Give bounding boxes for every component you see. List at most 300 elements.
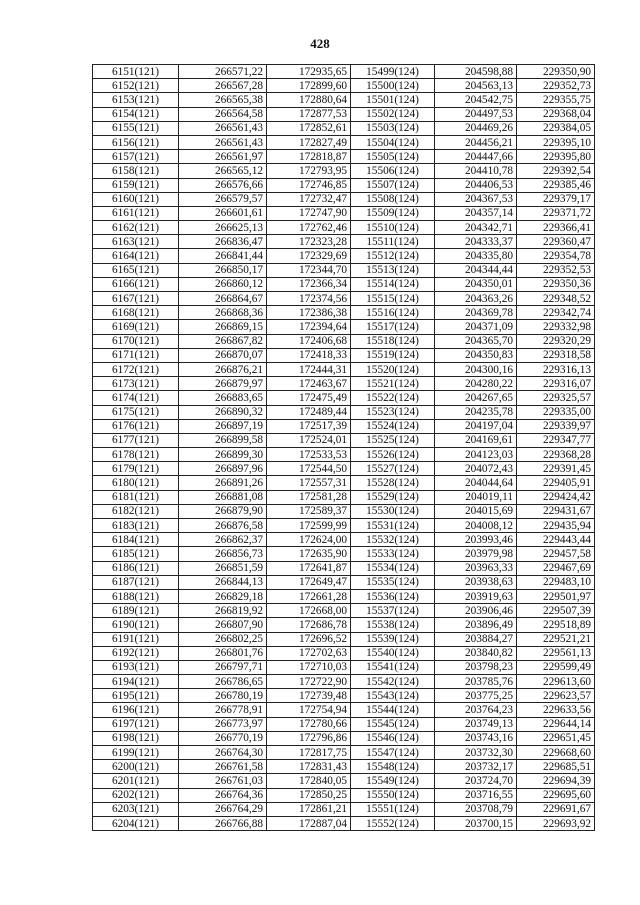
table-row — [93, 263, 595, 277]
cell-point-id-b: 15511(124) — [351, 235, 435, 249]
cell-y-coord-b: 229633,56 — [517, 703, 595, 717]
cell-x-coord-b: 203896,49 — [435, 618, 517, 632]
table-row — [93, 731, 595, 745]
cell-y-coord-a: 172817,75 — [267, 746, 351, 760]
cell-point-id-a: 6189(121) — [93, 604, 179, 618]
cell-y-coord-a: 172418,33 — [267, 348, 351, 362]
cell-x-coord-a: 266773,97 — [179, 717, 267, 731]
cell-x-coord-a: 266579,57 — [179, 192, 267, 206]
cell-y-coord-a: 172406,68 — [267, 334, 351, 348]
cell-point-id-b: 15530(124) — [351, 504, 435, 518]
cell-point-id-b: 15537(124) — [351, 604, 435, 618]
table-row — [93, 604, 595, 618]
cell-y-coord-b: 229561,13 — [517, 646, 595, 660]
table-row — [93, 249, 595, 263]
cell-y-coord-b: 229347,77 — [517, 433, 595, 447]
cell-x-coord-b: 203749,13 — [435, 717, 517, 731]
cell-y-coord-a: 172524,01 — [267, 433, 351, 447]
cell-y-coord-a: 172722,90 — [267, 675, 351, 689]
table-row — [93, 462, 595, 476]
cell-point-id-a: 6158(121) — [93, 164, 179, 178]
cell-y-coord-b: 229507,39 — [517, 604, 595, 618]
cell-y-coord-b: 229332,98 — [517, 320, 595, 334]
table-row — [93, 519, 595, 533]
cell-x-coord-a: 266869,15 — [179, 320, 267, 334]
cell-x-coord-b: 204072,43 — [435, 462, 517, 476]
cell-x-coord-a: 266879,97 — [179, 377, 267, 391]
cell-point-id-b: 15516(124) — [351, 306, 435, 320]
cell-point-id-a: 6169(121) — [93, 320, 179, 334]
cell-x-coord-a: 266868,36 — [179, 306, 267, 320]
cell-point-id-a: 6173(121) — [93, 377, 179, 391]
cell-x-coord-b: 204197,04 — [435, 419, 517, 433]
cell-point-id-b: 15515(124) — [351, 292, 435, 306]
table-row — [93, 348, 595, 362]
cell-point-id-a: 6199(121) — [93, 746, 179, 760]
cell-y-coord-a: 172344,70 — [267, 263, 351, 277]
cell-y-coord-b: 229405,91 — [517, 476, 595, 490]
cell-x-coord-b: 204357,14 — [435, 206, 517, 220]
cell-y-coord-b: 229320,29 — [517, 334, 595, 348]
cell-y-coord-b: 229391,45 — [517, 462, 595, 476]
cell-y-coord-a: 172444,31 — [267, 362, 351, 376]
cell-point-id-b: 15539(124) — [351, 632, 435, 646]
cell-point-id-a: 6182(121) — [93, 504, 179, 518]
table-row — [93, 306, 595, 320]
table-row — [93, 107, 595, 121]
cell-point-id-a: 6166(121) — [93, 277, 179, 291]
cell-x-coord-a: 266770,19 — [179, 731, 267, 745]
table-row — [93, 760, 595, 774]
cell-point-id-b: 15503(124) — [351, 121, 435, 135]
cell-point-id-a: 6172(121) — [93, 362, 179, 376]
cell-y-coord-b: 229431,67 — [517, 504, 595, 518]
coordinates-table — [92, 64, 595, 831]
cell-point-id-a: 6162(121) — [93, 221, 179, 235]
cell-point-id-a: 6185(121) — [93, 547, 179, 561]
cell-x-coord-a: 266876,58 — [179, 519, 267, 533]
cell-point-id-b: 15538(124) — [351, 618, 435, 632]
cell-point-id-b: 15536(124) — [351, 589, 435, 603]
cell-y-coord-b: 229352,53 — [517, 263, 595, 277]
cell-x-coord-b: 204406,53 — [435, 178, 517, 192]
cell-x-coord-b: 204342,71 — [435, 221, 517, 235]
cell-x-coord-b: 203732,17 — [435, 760, 517, 774]
cell-y-coord-a: 172533,53 — [267, 448, 351, 462]
cell-x-coord-b: 203775,25 — [435, 689, 517, 703]
cell-point-id-b: 15523(124) — [351, 405, 435, 419]
cell-y-coord-a: 172394,64 — [267, 320, 351, 334]
cell-x-coord-a: 266876,21 — [179, 362, 267, 376]
table-row — [93, 362, 595, 376]
cell-point-id-a: 6204(121) — [93, 816, 179, 830]
cell-point-id-b: 15505(124) — [351, 150, 435, 164]
cell-point-id-b: 15548(124) — [351, 760, 435, 774]
cell-y-coord-b: 229384,05 — [517, 121, 595, 135]
cell-point-id-b: 15513(124) — [351, 263, 435, 277]
cell-y-coord-a: 172780,66 — [267, 717, 351, 731]
cell-point-id-a: 6157(121) — [93, 150, 179, 164]
cell-y-coord-b: 229379,17 — [517, 192, 595, 206]
cell-x-coord-a: 266899,58 — [179, 433, 267, 447]
cell-y-coord-a: 172861,21 — [267, 802, 351, 816]
cell-x-coord-b: 203906,46 — [435, 604, 517, 618]
cell-y-coord-a: 172463,67 — [267, 377, 351, 391]
table-row — [93, 774, 595, 788]
cell-x-coord-a: 266850,17 — [179, 263, 267, 277]
table-row — [93, 164, 595, 178]
cell-y-coord-a: 172880,64 — [267, 93, 351, 107]
cell-y-coord-b: 229435,94 — [517, 519, 595, 533]
cell-point-id-a: 6198(121) — [93, 731, 179, 745]
cell-point-id-a: 6197(121) — [93, 717, 179, 731]
cell-x-coord-b: 204015,69 — [435, 504, 517, 518]
cell-y-coord-b: 229352,73 — [517, 79, 595, 93]
cell-point-id-b: 15544(124) — [351, 703, 435, 717]
cell-point-id-b: 15520(124) — [351, 362, 435, 376]
cell-y-coord-a: 172696,52 — [267, 632, 351, 646]
cell-x-coord-b: 204456,21 — [435, 135, 517, 149]
cell-point-id-a: 6168(121) — [93, 306, 179, 320]
cell-y-coord-a: 172489,44 — [267, 405, 351, 419]
cell-point-id-b: 15549(124) — [351, 774, 435, 788]
cell-x-coord-b: 203840,82 — [435, 646, 517, 660]
cell-x-coord-a: 266862,37 — [179, 533, 267, 547]
cell-y-coord-a: 172517,39 — [267, 419, 351, 433]
cell-point-id-a: 6187(121) — [93, 575, 179, 589]
table-row — [93, 391, 595, 405]
table-row — [93, 377, 595, 391]
cell-point-id-b: 15552(124) — [351, 816, 435, 830]
cell-y-coord-a: 172818,87 — [267, 150, 351, 164]
cell-point-id-b: 15509(124) — [351, 206, 435, 220]
cell-point-id-a: 6193(121) — [93, 660, 179, 674]
table-row — [93, 221, 595, 235]
table-row — [93, 79, 595, 93]
cell-y-coord-a: 172850,25 — [267, 788, 351, 802]
table-row — [93, 490, 595, 504]
cell-y-coord-a: 172366,34 — [267, 277, 351, 291]
table-row — [93, 235, 595, 249]
cell-x-coord-b: 204044,64 — [435, 476, 517, 490]
cell-y-coord-b: 229693,92 — [517, 816, 595, 830]
cell-x-coord-a: 266601,61 — [179, 206, 267, 220]
cell-y-coord-a: 172581,28 — [267, 490, 351, 504]
cell-y-coord-b: 229424,42 — [517, 490, 595, 504]
table-row — [93, 277, 595, 291]
table-row — [93, 717, 595, 731]
cell-y-coord-a: 172386,38 — [267, 306, 351, 320]
cell-x-coord-b: 203708,79 — [435, 802, 517, 816]
cell-point-id-b: 15499(124) — [351, 65, 435, 79]
cell-point-id-a: 6184(121) — [93, 533, 179, 547]
cell-x-coord-b: 204497,53 — [435, 107, 517, 121]
cell-point-id-b: 15540(124) — [351, 646, 435, 660]
cell-point-id-a: 6188(121) — [93, 589, 179, 603]
page-number: 428 — [310, 36, 330, 51]
cell-y-coord-a: 172899,60 — [267, 79, 351, 93]
cell-y-coord-b: 229316,13 — [517, 362, 595, 376]
cell-x-coord-a: 266801,76 — [179, 646, 267, 660]
cell-point-id-b: 15542(124) — [351, 675, 435, 689]
cell-y-coord-b: 229599,49 — [517, 660, 595, 674]
cell-x-coord-a: 266761,03 — [179, 774, 267, 788]
cell-y-coord-a: 172747,90 — [267, 206, 351, 220]
cell-point-id-a: 6178(121) — [93, 448, 179, 462]
cell-x-coord-b: 204335,80 — [435, 249, 517, 263]
cell-y-coord-a: 172544,50 — [267, 462, 351, 476]
cell-point-id-b: 15545(124) — [351, 717, 435, 731]
cell-y-coord-b: 229691,67 — [517, 802, 595, 816]
cell-x-coord-b: 203743,16 — [435, 731, 517, 745]
cell-x-coord-a: 266867,82 — [179, 334, 267, 348]
cell-y-coord-a: 172732,47 — [267, 192, 351, 206]
cell-point-id-b: 15522(124) — [351, 391, 435, 405]
cell-point-id-a: 6175(121) — [93, 405, 179, 419]
table-row — [93, 561, 595, 575]
cell-x-coord-b: 204019,11 — [435, 490, 517, 504]
cell-x-coord-b: 204363,26 — [435, 292, 517, 306]
cell-x-coord-b: 203884,27 — [435, 632, 517, 646]
table-row — [93, 689, 595, 703]
cell-x-coord-b: 203785,76 — [435, 675, 517, 689]
cell-x-coord-a: 266802,25 — [179, 632, 267, 646]
cell-point-id-b: 15541(124) — [351, 660, 435, 674]
cell-x-coord-b: 204365,70 — [435, 334, 517, 348]
cell-x-coord-a: 266890,32 — [179, 405, 267, 419]
cell-x-coord-a: 266864,67 — [179, 292, 267, 306]
cell-x-coord-b: 204542,75 — [435, 93, 517, 107]
cell-point-id-b: 15501(124) — [351, 93, 435, 107]
cell-x-coord-b: 204300,16 — [435, 362, 517, 376]
cell-point-id-a: 6192(121) — [93, 646, 179, 660]
cell-x-coord-a: 266870,07 — [179, 348, 267, 362]
cell-point-id-a: 6161(121) — [93, 206, 179, 220]
cell-y-coord-b: 229521,21 — [517, 632, 595, 646]
cell-y-coord-a: 172796,86 — [267, 731, 351, 745]
cell-point-id-a: 6174(121) — [93, 391, 179, 405]
cell-point-id-a: 6170(121) — [93, 334, 179, 348]
cell-y-coord-b: 229316,07 — [517, 377, 595, 391]
table-row — [93, 675, 595, 689]
cell-y-coord-a: 172668,00 — [267, 604, 351, 618]
cell-point-id-a: 6201(121) — [93, 774, 179, 788]
cell-y-coord-a: 172635,90 — [267, 547, 351, 561]
table-row — [93, 575, 595, 589]
cell-y-coord-a: 172754,94 — [267, 703, 351, 717]
table-row — [93, 178, 595, 192]
cell-point-id-b: 15506(124) — [351, 164, 435, 178]
cell-y-coord-b: 229457,58 — [517, 547, 595, 561]
table-row — [93, 476, 595, 490]
cell-x-coord-a: 266561,97 — [179, 150, 267, 164]
cell-y-coord-b: 229694,39 — [517, 774, 595, 788]
cell-point-id-b: 15526(124) — [351, 448, 435, 462]
table-row — [93, 405, 595, 419]
cell-y-coord-b: 229318,58 — [517, 348, 595, 362]
cell-x-coord-b: 204469,26 — [435, 121, 517, 135]
table-row — [93, 135, 595, 149]
cell-x-coord-b: 204367,53 — [435, 192, 517, 206]
table-row — [93, 419, 595, 433]
table-row — [93, 206, 595, 220]
cell-point-id-b: 15519(124) — [351, 348, 435, 362]
table-row — [93, 433, 595, 447]
cell-x-coord-b: 203764,23 — [435, 703, 517, 717]
cell-x-coord-a: 266565,12 — [179, 164, 267, 178]
cell-point-id-a: 6203(121) — [93, 802, 179, 816]
cell-point-id-a: 6171(121) — [93, 348, 179, 362]
table-row — [93, 292, 595, 306]
cell-x-coord-b: 204008,12 — [435, 519, 517, 533]
cell-point-id-b: 15500(124) — [351, 79, 435, 93]
cell-y-coord-a: 172831,43 — [267, 760, 351, 774]
cell-x-coord-a: 266851,59 — [179, 561, 267, 575]
cell-x-coord-b: 203724,70 — [435, 774, 517, 788]
cell-x-coord-b: 203700,15 — [435, 816, 517, 830]
cell-point-id-a: 6186(121) — [93, 561, 179, 575]
cell-point-id-b: 15521(124) — [351, 377, 435, 391]
cell-point-id-a: 6180(121) — [93, 476, 179, 490]
cell-point-id-b: 15528(124) — [351, 476, 435, 490]
cell-y-coord-b: 229355,75 — [517, 93, 595, 107]
cell-point-id-b: 15551(124) — [351, 802, 435, 816]
cell-x-coord-b: 203993,46 — [435, 533, 517, 547]
cell-y-coord-a: 172739,48 — [267, 689, 351, 703]
cell-y-coord-a: 172661,28 — [267, 589, 351, 603]
cell-y-coord-a: 172710,03 — [267, 660, 351, 674]
cell-y-coord-a: 172557,31 — [267, 476, 351, 490]
table-row — [93, 788, 595, 802]
cell-y-coord-b: 229342,74 — [517, 306, 595, 320]
cell-x-coord-a: 266844,13 — [179, 575, 267, 589]
cell-point-id-b: 15517(124) — [351, 320, 435, 334]
cell-point-id-b: 15547(124) — [351, 746, 435, 760]
cell-y-coord-b: 229348,52 — [517, 292, 595, 306]
cell-point-id-a: 6155(121) — [93, 121, 179, 135]
cell-point-id-a: 6196(121) — [93, 703, 179, 717]
cell-y-coord-b: 229392,54 — [517, 164, 595, 178]
table-row — [93, 93, 595, 107]
cell-point-id-b: 15546(124) — [351, 731, 435, 745]
cell-point-id-a: 6152(121) — [93, 79, 179, 93]
cell-y-coord-b: 229350,90 — [517, 65, 595, 79]
cell-point-id-a: 6191(121) — [93, 632, 179, 646]
cell-x-coord-b: 204350,01 — [435, 277, 517, 291]
cell-point-id-a: 6202(121) — [93, 788, 179, 802]
cell-y-coord-b: 229518,89 — [517, 618, 595, 632]
cell-x-coord-b: 204344,44 — [435, 263, 517, 277]
cell-y-coord-a: 172852,61 — [267, 121, 351, 135]
cell-point-id-a: 6179(121) — [93, 462, 179, 476]
cell-x-coord-a: 266856,73 — [179, 547, 267, 561]
cell-point-id-a: 6151(121) — [93, 65, 179, 79]
table-row — [93, 65, 595, 79]
cell-y-coord-a: 172641,87 — [267, 561, 351, 575]
cell-x-coord-a: 266780,19 — [179, 689, 267, 703]
table-row — [93, 320, 595, 334]
cell-y-coord-b: 229395,80 — [517, 150, 595, 164]
cell-x-coord-b: 204267,65 — [435, 391, 517, 405]
cell-y-coord-b: 229350,36 — [517, 277, 595, 291]
cell-x-coord-a: 266786,65 — [179, 675, 267, 689]
cell-x-coord-a: 266807,90 — [179, 618, 267, 632]
cell-x-coord-a: 266897,96 — [179, 462, 267, 476]
cell-x-coord-b: 203798,23 — [435, 660, 517, 674]
table-row — [93, 646, 595, 660]
cell-x-coord-a: 266567,28 — [179, 79, 267, 93]
cell-y-coord-b: 229385,46 — [517, 178, 595, 192]
cell-x-coord-b: 204123,03 — [435, 448, 517, 462]
cell-x-coord-a: 266899,30 — [179, 448, 267, 462]
cell-y-coord-a: 172649,47 — [267, 575, 351, 589]
cell-point-id-b: 15504(124) — [351, 135, 435, 149]
cell-x-coord-a: 266761,58 — [179, 760, 267, 774]
cell-x-coord-a: 266883,65 — [179, 391, 267, 405]
table-row — [93, 192, 595, 206]
cell-y-coord-b: 229501,97 — [517, 589, 595, 603]
cell-x-coord-a: 266897,19 — [179, 419, 267, 433]
cell-y-coord-b: 229651,45 — [517, 731, 595, 745]
cell-y-coord-a: 172686,78 — [267, 618, 351, 632]
cell-point-id-a: 6160(121) — [93, 192, 179, 206]
cell-y-coord-a: 172840,05 — [267, 774, 351, 788]
cell-x-coord-a: 266841,44 — [179, 249, 267, 263]
cell-x-coord-b: 203732,30 — [435, 746, 517, 760]
cell-x-coord-b: 204333,37 — [435, 235, 517, 249]
cell-y-coord-b: 229339,97 — [517, 419, 595, 433]
cell-point-id-a: 6159(121) — [93, 178, 179, 192]
table-row — [93, 589, 595, 603]
cell-y-coord-a: 172877,53 — [267, 107, 351, 121]
cell-x-coord-b: 204280,22 — [435, 377, 517, 391]
cell-point-id-b: 15527(124) — [351, 462, 435, 476]
cell-y-coord-a: 172827,49 — [267, 135, 351, 149]
cell-x-coord-b: 204410,78 — [435, 164, 517, 178]
table-row — [93, 660, 595, 674]
cell-x-coord-a: 266829,18 — [179, 589, 267, 603]
cell-x-coord-b: 204235,78 — [435, 405, 517, 419]
cell-y-coord-a: 172329,69 — [267, 249, 351, 263]
cell-x-coord-b: 204350,83 — [435, 348, 517, 362]
cell-point-id-b: 15514(124) — [351, 277, 435, 291]
cell-y-coord-b: 229685,51 — [517, 760, 595, 774]
cell-y-coord-b: 229483,10 — [517, 575, 595, 589]
table-row — [93, 746, 595, 760]
cell-x-coord-b: 204563,13 — [435, 79, 517, 93]
cell-x-coord-a: 266764,29 — [179, 802, 267, 816]
cell-x-coord-b: 204447,66 — [435, 150, 517, 164]
cell-point-id-b: 15507(124) — [351, 178, 435, 192]
cell-point-id-a: 6165(121) — [93, 263, 179, 277]
cell-x-coord-a: 266766,88 — [179, 816, 267, 830]
cell-y-coord-b: 229371,72 — [517, 206, 595, 220]
cell-point-id-a: 6164(121) — [93, 249, 179, 263]
cell-x-coord-b: 203979,98 — [435, 547, 517, 561]
cell-y-coord-a: 172589,37 — [267, 504, 351, 518]
cell-point-id-a: 6154(121) — [93, 107, 179, 121]
cell-point-id-b: 15534(124) — [351, 561, 435, 575]
cell-point-id-b: 15508(124) — [351, 192, 435, 206]
table-row — [93, 618, 595, 632]
cell-y-coord-b: 229354,78 — [517, 249, 595, 263]
cell-x-coord-b: 203938,63 — [435, 575, 517, 589]
cell-point-id-b: 15510(124) — [351, 221, 435, 235]
cell-point-id-a: 6200(121) — [93, 760, 179, 774]
cell-point-id-a: 6190(121) — [93, 618, 179, 632]
cell-point-id-a: 6163(121) — [93, 235, 179, 249]
cell-point-id-a: 6156(121) — [93, 135, 179, 149]
